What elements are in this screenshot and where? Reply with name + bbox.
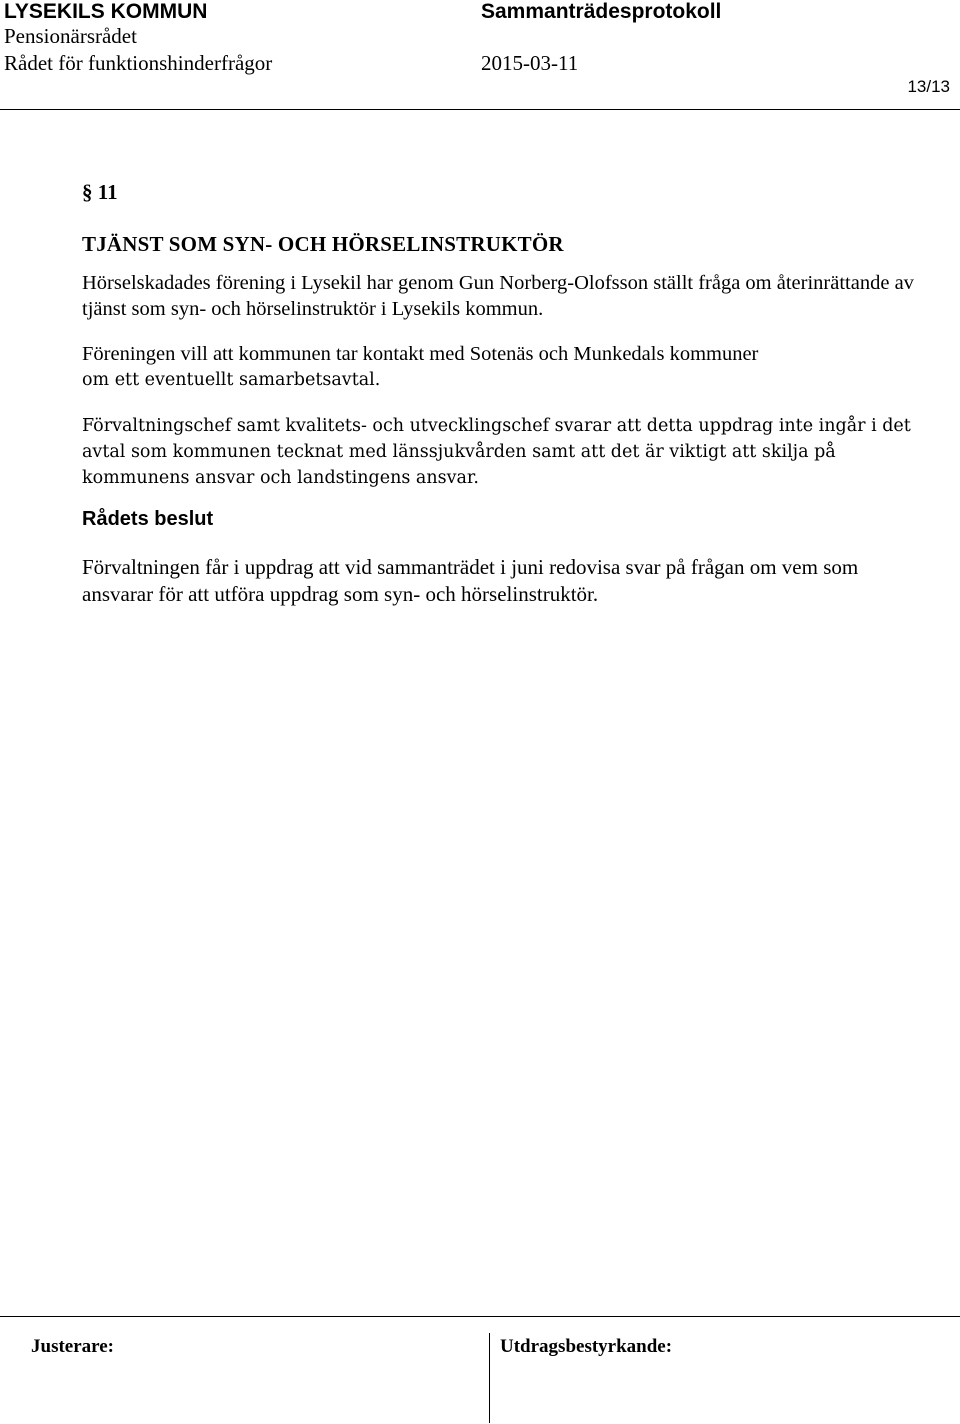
footer-column-divider xyxy=(489,1333,490,1423)
paragraph: Hörselskadades förening i Lysekil har genom Gun Norberg-Olofsson ställt fråga om återinrättande av tjänst som syn- och hörselinstruktör i Lysekils kommun. xyxy=(82,272,914,320)
council-name-1: Pensionärsrådet xyxy=(4,24,137,48)
footer-divider xyxy=(0,1316,960,1317)
document-body xyxy=(82,180,922,608)
paragraph: Förvaltningschef samt kvalitets- och utvecklingschef svarar att detta uppdrag inte ingår i det avtal som kommunen tecknat med länssjukvården samt att det är viktigt att skilja på kommunens ansvar och landstingens ansvar. xyxy=(82,416,911,488)
extract-certification-label: Utdragsbestyrkande: xyxy=(500,1336,673,1357)
paragraph: Föreningen vill att kommunen tar kontakt med Sotenäs och Munkedals kommuner xyxy=(82,343,759,365)
page-number: 13/13 xyxy=(907,77,950,96)
paragraph: om ett eventuellt samarbetsavtal. xyxy=(82,370,381,390)
organization-name: LYSEKILS KOMMUN xyxy=(4,0,208,23)
section-number: § 11 xyxy=(82,180,118,204)
meeting-date: 2015-03-11 xyxy=(481,51,579,75)
council-name-2: Rådet för funktionshinderfrågor xyxy=(4,51,273,75)
page-header xyxy=(0,0,960,112)
document-type: Sammanträdesprotokoll xyxy=(481,0,722,23)
header-divider xyxy=(0,109,960,110)
adjuster-label: Justerare: xyxy=(31,1336,115,1357)
section-title: TJÄNST SOM SYN- OCH HÖRSELINSTRUKTÖR xyxy=(82,232,564,256)
decision-heading: Rådets beslut xyxy=(82,508,214,530)
decision-text: Förvaltningen får i uppdrag att vid sammanträdet i juni redovisa svar på frågan om vem som ansvarar för att utföra uppdrag som syn- och hörselinstruktör. xyxy=(82,555,859,606)
